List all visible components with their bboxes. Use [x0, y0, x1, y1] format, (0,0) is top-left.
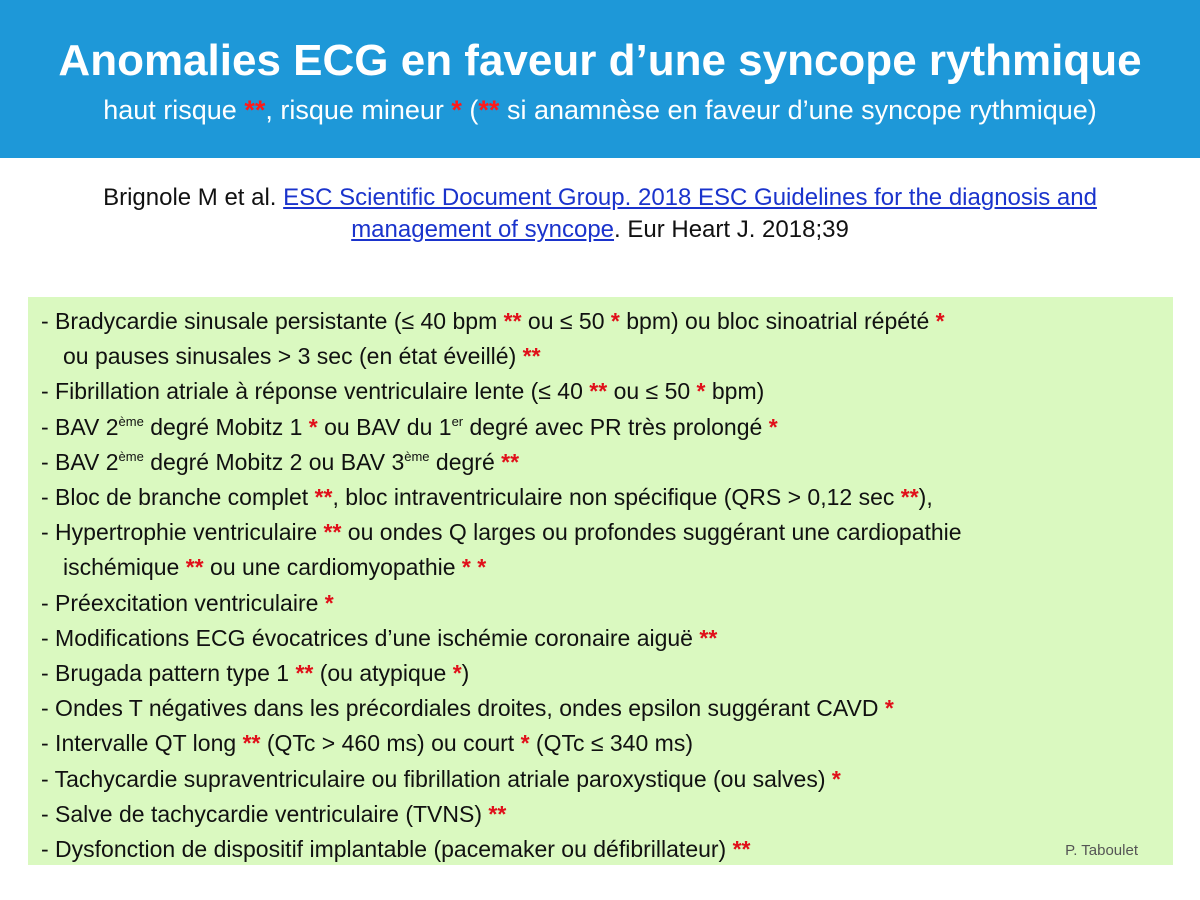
subtitle-text: haut risque: [103, 95, 245, 125]
risk-marker: *: [831, 765, 841, 792]
item-text: degré avec PR très prolongé: [463, 413, 769, 440]
slide-title: Anomalies ECG en faveur d’une syncope rythmique: [58, 36, 1142, 85]
item-text: degré Mobitz 2 ou BAV 3: [143, 448, 405, 475]
citation-link[interactable]: ESC Scientific Document Group. 2018 ESC Guidelines for the diagnosis and management of syncope: [283, 184, 1097, 243]
item-text: ischémique: [63, 554, 186, 581]
risk-marker: **: [589, 378, 608, 405]
list-item: [41, 304, 1163, 339]
item-text: - Salve de tachycardie ventriculaire (TVNS): [41, 800, 489, 827]
list-item: [41, 445, 1163, 480]
risk-marker: *: [610, 308, 620, 334]
item-text: ou ondes Q larges ou profondes suggérant une cardiopathie: [341, 519, 962, 546]
list-item: [41, 762, 1163, 797]
risk-marker: **: [501, 448, 520, 475]
risk-marker: **: [314, 484, 333, 511]
item-text: bpm) ou bloc sinoatrial répété: [619, 308, 936, 334]
risk-marker: *: [452, 660, 462, 687]
item-text: bpm): [705, 378, 765, 405]
risk-marker: *: [520, 730, 530, 757]
item-text: - Tachycardie supraventriculaire ou fibrillation atriale paroxystique (ou salves): [41, 765, 832, 792]
high-risk-marker: **: [244, 95, 266, 125]
item-text: - Bradycardie sinusale persistante (≤ 40 bpm: [41, 308, 504, 334]
risk-marker: *: [884, 695, 894, 722]
risk-marker: *: [324, 589, 334, 616]
item-text: (QTc > 460 ms) ou court: [260, 730, 521, 757]
risk-marker: **: [503, 308, 522, 334]
title-banner: [0, 0, 1200, 158]
risk-marker: **: [488, 800, 507, 827]
risk-marker: *: [308, 413, 318, 440]
item-text: ou ≤ 50: [607, 378, 697, 405]
item-text: - Hypertrophie ventriculaire: [41, 519, 324, 546]
item-text: - BAV 2: [41, 413, 119, 440]
list-item: [41, 621, 1163, 656]
item-text: , bloc intraventriculaire non spécifique (QRS > 0,12 sec: [332, 484, 901, 511]
item-text: ou pauses sinusales > 3 sec (en état éveillé): [63, 343, 523, 370]
risk-marker: *: [768, 413, 778, 440]
minor-risk-marker: *: [451, 95, 462, 125]
item-text: degré Mobitz 1: [143, 413, 309, 440]
citation-prefix: Brignole M et al.: [103, 184, 284, 211]
list-item: [41, 515, 1163, 550]
high-risk-marker: **: [478, 95, 500, 125]
risk-marker: **: [242, 730, 261, 757]
item-text: - Modifications ECG évocatrices d’une ischémie coronaire aiguë: [41, 624, 700, 651]
ordinal-superscript: ème: [118, 413, 144, 429]
slide-subtitle: [0, 92, 1200, 128]
subtitle-text: , risque mineur: [265, 95, 452, 125]
item-text: - BAV 2: [41, 448, 119, 475]
item-text: - Préexcitation ventriculaire: [41, 589, 325, 616]
citation: [100, 182, 1100, 246]
item-text: ): [461, 660, 470, 687]
risk-marker: * *: [461, 554, 487, 581]
item-text: - Brugada pattern type 1: [41, 660, 296, 687]
item-text: - Bloc de branche complet: [41, 484, 315, 511]
risk-marker: *: [696, 378, 706, 405]
list-item: [41, 550, 1163, 585]
list-item: [41, 656, 1163, 691]
list-item: [41, 586, 1163, 621]
list-item: [41, 832, 1163, 867]
subtitle-text: (: [461, 95, 479, 125]
risk-marker: **: [900, 484, 919, 511]
list-item: [41, 480, 1163, 515]
risk-marker: **: [522, 343, 541, 370]
ordinal-superscript: ème: [118, 448, 144, 464]
subtitle-text: si anamnèse en faveur d’une syncope rythmique): [499, 95, 1097, 125]
item-text: (QTc ≤ 340 ms): [529, 730, 693, 757]
risk-marker: *: [935, 308, 945, 334]
item-text: - Dysfonction de dispositif implantable (pacemaker ou défibrillateur): [41, 836, 733, 863]
author-credit: P. Taboulet: [1065, 842, 1138, 859]
item-text: - Ondes T négatives dans les précordiales droites, ondes epsilon suggérant CAVD: [41, 695, 885, 722]
risk-marker: **: [732, 836, 751, 863]
list-item: [41, 726, 1163, 761]
risk-marker: **: [295, 660, 314, 687]
risk-marker: **: [699, 624, 718, 651]
list-item: [41, 339, 1163, 374]
list-item: [41, 797, 1163, 832]
risk-marker: **: [323, 519, 342, 546]
item-text: ou ≤ 50: [521, 308, 611, 334]
citation-suffix: . Eur Heart J. 2018;39: [614, 216, 849, 243]
criteria-list: [41, 304, 1163, 867]
item-text: ou BAV du 1: [317, 413, 452, 440]
list-item: [41, 410, 1163, 445]
item-text: - Intervalle QT long: [41, 730, 243, 757]
item-text: - Fibrillation atriale à réponse ventriculaire lente (≤ 40: [41, 378, 590, 405]
list-item: [41, 374, 1163, 409]
item-text: ),: [918, 484, 933, 511]
risk-marker: **: [185, 554, 204, 581]
ordinal-superscript: er: [451, 413, 464, 429]
item-text: (ou atypique: [313, 660, 453, 687]
ordinal-superscript: ème: [404, 448, 430, 464]
criteria-box: [28, 297, 1173, 865]
item-text: ou une cardiomyopathie: [203, 554, 462, 581]
list-item: [41, 691, 1163, 726]
item-text: degré: [429, 448, 502, 475]
